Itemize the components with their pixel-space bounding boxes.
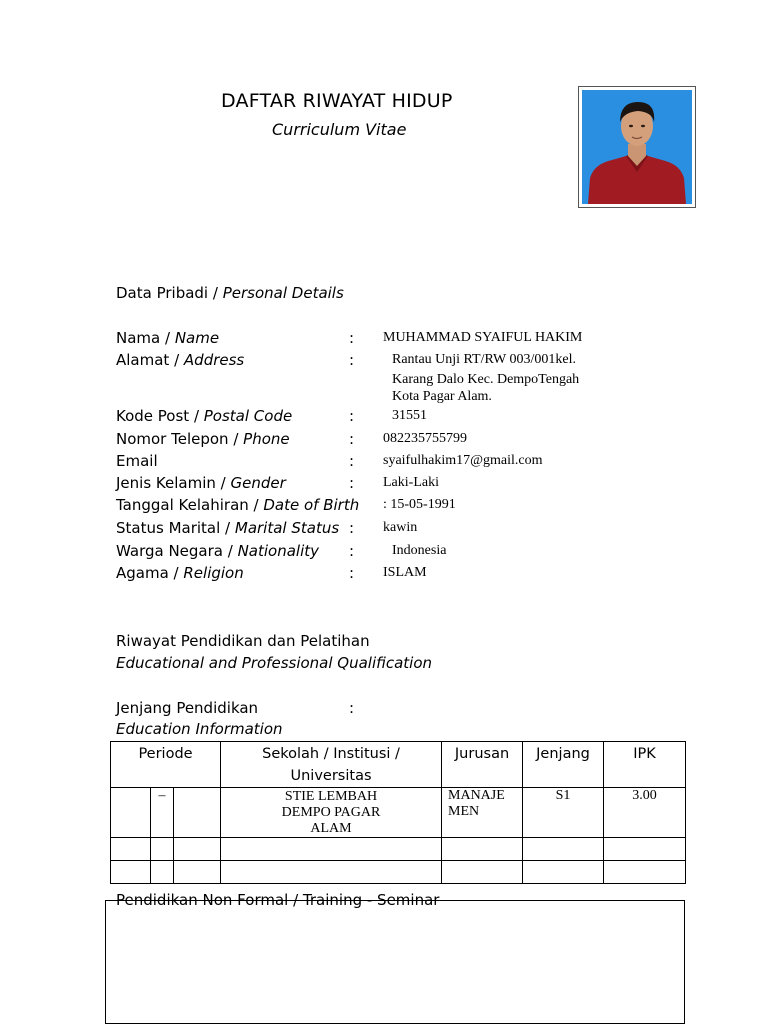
table-cell	[174, 788, 221, 838]
field-label-postal-code: Kode Post / Postal Code	[116, 407, 293, 425]
education-level-colon: :	[349, 699, 355, 717]
field-value-nationality: Indonesia	[392, 543, 447, 558]
table-cell	[442, 838, 523, 861]
document-title: DAFTAR RIWAYAT HIDUP	[221, 90, 453, 112]
nonformal-education-box	[105, 900, 685, 1024]
table-cell	[111, 861, 151, 884]
field-colon: :	[349, 329, 355, 347]
field-label-marital-status: Status Marital / Marital Status	[116, 519, 340, 537]
nonformal-education-title: Pendidikan Non Formal / Training - Seminar	[116, 891, 440, 909]
education-section-title: Riwayat Pendidikan dan Pelatihan	[116, 632, 370, 650]
field-label-religion: Agama / Religion	[116, 564, 244, 582]
field-value-address-line-1: Rantau Unji RT/RW 003/001kel.	[392, 352, 577, 367]
table-row	[111, 838, 686, 861]
table-cell: 3.00	[604, 788, 686, 838]
field-label-date-of-birth: Tanggal Kelahiran / Date of Birth	[116, 496, 360, 514]
field-colon: :	[349, 542, 355, 560]
field-value-marital-status: kawin	[383, 520, 418, 535]
table-cell	[174, 861, 221, 884]
field-value-name: MUHAMMAD SYAIFUL HAKIM	[383, 330, 583, 345]
table-cell	[151, 861, 174, 884]
column-header-major: Jurusan	[442, 742, 523, 788]
personal-section-title: Data Pribadi	[116, 284, 209, 302]
table-cell	[604, 861, 686, 884]
field-value-address-line-2: Karang Dalo Kec. DempoTengah	[392, 372, 580, 387]
field-label-email: Email	[116, 452, 158, 470]
table-cell	[174, 838, 221, 861]
table-cell	[523, 861, 604, 884]
table-cell: S1	[523, 788, 604, 838]
field-colon: :	[349, 407, 355, 425]
education-section-subtitle: Educational and Professional Qualification	[116, 654, 433, 672]
field-value-date-of-birth: : 15-05-1991	[383, 497, 456, 512]
field-value-gender: Laki-Laki	[383, 475, 439, 490]
table-cell	[221, 838, 442, 861]
table-row	[111, 861, 686, 884]
personal-section-heading: Data Pribadi / Personal Details	[116, 284, 344, 302]
personal-section-title-en: Personal Details	[222, 284, 344, 302]
table-cell: STIE LEMBAH DEMPO PAGAR ALAM	[221, 788, 442, 838]
field-colon: :	[349, 452, 355, 470]
table-cell	[111, 838, 151, 861]
table-cell	[523, 838, 604, 861]
field-value-address-line-3: Kota Pagar Alam.	[392, 389, 492, 404]
field-value-postal-code: 31551	[392, 408, 427, 423]
table-cell: MANAJE MEN	[442, 788, 523, 838]
profile-photo	[582, 90, 692, 204]
profile-photo-frame	[578, 86, 696, 208]
table-cell	[442, 861, 523, 884]
table-cell	[151, 838, 174, 861]
table-header-row	[111, 742, 686, 788]
table-row	[111, 788, 686, 838]
field-label-phone: Nomor Telepon / Phone	[116, 430, 290, 448]
education-level-sublabel: Education Information	[116, 720, 283, 738]
education-level-label: Jenjang Pendidikan	[116, 699, 259, 717]
table-cell	[111, 788, 151, 838]
field-label-gender: Jenis Kelamin / Gender	[116, 474, 286, 492]
field-colon: :	[349, 474, 355, 492]
column-header-periode: Periode	[111, 742, 221, 788]
document-subtitle: Curriculum Vitae	[272, 120, 407, 139]
field-colon: :	[349, 351, 355, 369]
field-value-religion: ISLAM	[383, 565, 427, 580]
table-cell	[221, 861, 442, 884]
column-header-school: Sekolah / Institusi / Universitas	[221, 742, 442, 788]
field-label-nationality: Warga Negara / Nationality	[116, 542, 320, 560]
field-colon: :	[349, 430, 355, 448]
column-header-level: Jenjang	[523, 742, 604, 788]
field-value-phone: 082235755799	[383, 431, 467, 446]
field-label-address: Alamat / Address	[116, 351, 245, 369]
field-colon: :	[349, 519, 355, 537]
education-table	[110, 741, 686, 884]
table-cell	[604, 838, 686, 861]
field-value-email: syaifulhakim17@gmail.com	[383, 453, 543, 468]
column-header-gpa: IPK	[604, 742, 686, 788]
field-label-name: Nama / Name	[116, 329, 220, 347]
table-cell: –	[151, 788, 174, 838]
field-colon: :	[349, 564, 355, 582]
